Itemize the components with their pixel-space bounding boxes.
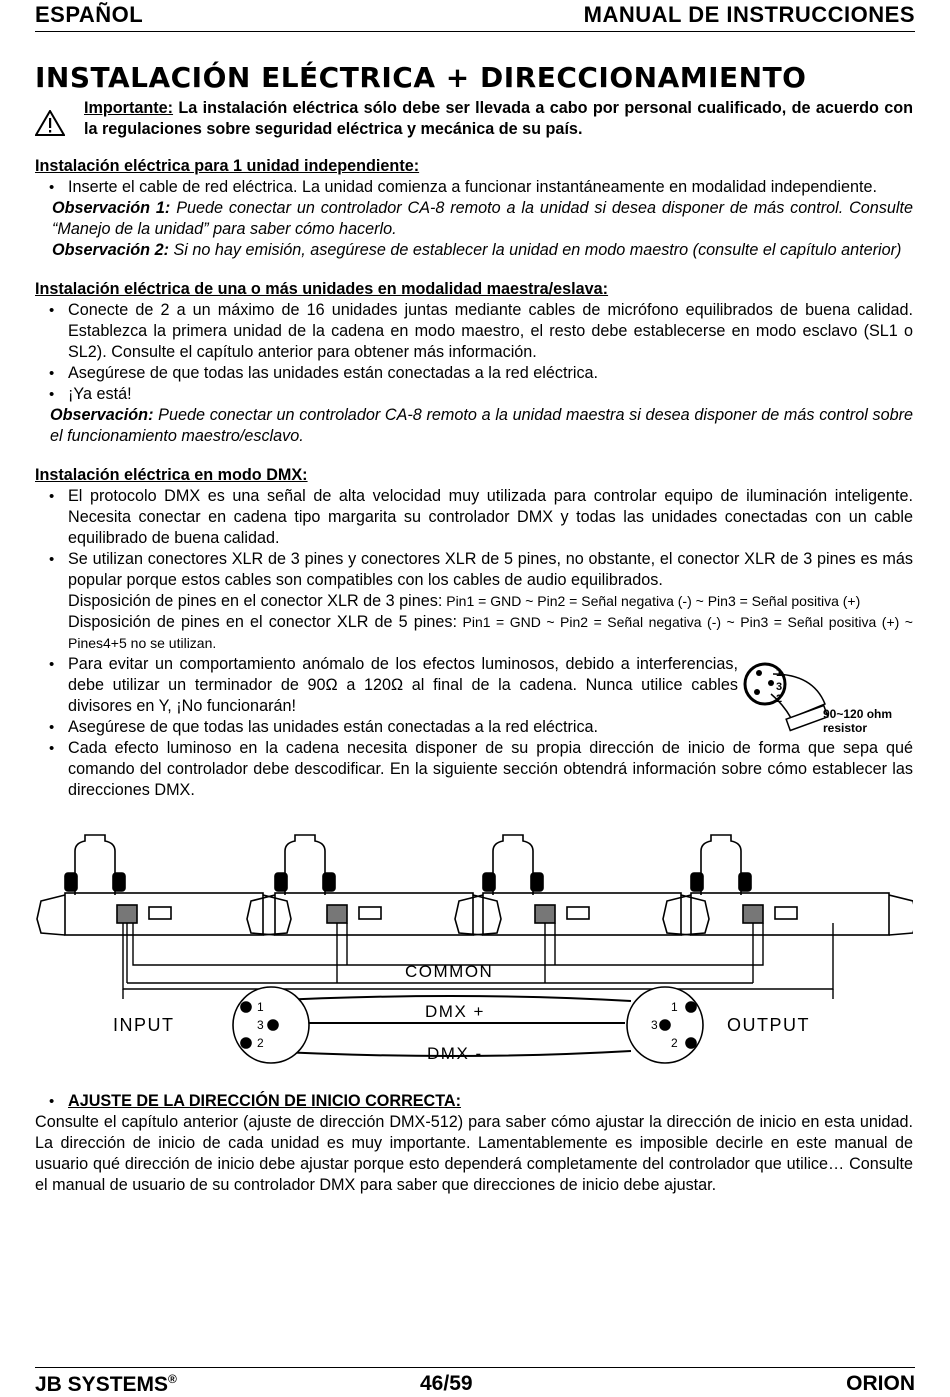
diagram-input-label: INPUT xyxy=(113,1015,175,1035)
observation-2 xyxy=(35,240,913,261)
wires xyxy=(123,923,833,1056)
section-standalone-list xyxy=(35,177,913,198)
list-item: • Asegúrese de que todas las unidades están conectadas a la red eléctrica. xyxy=(35,717,913,738)
resistor-pin-1: 1 xyxy=(776,667,783,679)
page-content xyxy=(35,60,913,1196)
list-item: • Inserte el cable de red eléctrica. La unidad comienza a funcionar instantáneamente en modalidad independiente. xyxy=(35,177,913,198)
page-number: 46/59 xyxy=(420,1372,473,1395)
observation-label: Observación: xyxy=(50,406,154,424)
input-pin-1: 1 xyxy=(257,1000,264,1014)
fixture-unit xyxy=(37,835,291,935)
list-item: • El protocolo DMX es una señal de alta velocidad muy utilizada para controlar equipo de iluminación inteligente. Necesita conectar en cadena tipo margarita su controlador DMX y todas las unidades conectadas con un cable equilibrado de buena calidad. xyxy=(35,486,913,549)
resistor-value-label: 90~120 ohm xyxy=(823,707,893,721)
list-item-text: • Se utilizan conectores XLR de 3 pines y conectores XLR de 5 pines, no obstante, el conector XLR de 3 pines es más popular porque estos cables son compatibles con los cables de audio equilibrados. xyxy=(68,550,913,589)
observation-master-slave xyxy=(35,405,913,447)
important-note xyxy=(35,98,913,140)
list-item: • Cada efecto luminoso en la cadena necesita disponer de su propia dirección de inicio de forma que sepa qué comando del controlador debe descodificar. En la siguiente sección obtendrá información sobre cómo establecer las direcciones DMX. xyxy=(35,738,913,801)
adjust-heading-item xyxy=(35,1091,913,1112)
footer-rule xyxy=(35,1367,915,1368)
input-pin-3: 3 xyxy=(257,1018,264,1032)
list-item: • Asegúrese de que todas las unidades están conectadas a la red eléctrica. xyxy=(35,363,913,384)
diagram-dmx-plus-label: DMX + xyxy=(425,1002,485,1021)
fixture-unit xyxy=(663,835,913,935)
xlr-output-connector xyxy=(627,987,703,1063)
resistor-pin-3: 3 xyxy=(776,681,783,693)
resistor-pin-2: 2 xyxy=(776,693,783,705)
output-pin-1: 1 xyxy=(671,1000,678,1014)
section-master-slave-heading: Instalación eléctrica de una o más unidades en modalidad maestra/eslava: xyxy=(35,280,609,298)
fixture-units xyxy=(37,835,913,935)
input-pin-2: 2 xyxy=(257,1036,264,1050)
output-pin-3: 3 xyxy=(651,1018,658,1032)
diagram-common-label: COMMON xyxy=(405,962,494,981)
list-item: • Conecte de 2 a un máximo de 16 unidades juntas mediante cables de micrófono equilibrados de buena calidad. Establezca la primera unidad de la cadena en modo maestro, el resto debe establecerse en modo esclavo (SL1 o SL2). Consulte el capítulo anterior para obtener más información. xyxy=(35,300,913,363)
pinout-5pin xyxy=(68,612,913,654)
fixture-unit xyxy=(247,835,501,935)
list-item: • ¡Ya está! xyxy=(35,384,913,405)
footer-product: ORION xyxy=(846,1372,915,1395)
registered-mark: ® xyxy=(168,1372,177,1386)
xlr-input-connector xyxy=(233,987,309,1063)
resistor-word-label: resistor xyxy=(823,721,868,735)
observation-text: Puede conectar un controlador CA-8 remoto a la unidad si desea disponer de más control. Consulte “Manejo de la unidad” para saber cómo hacerlo. xyxy=(52,199,913,238)
observation-text: Puede conectar un controlador CA-8 remoto a la unidad maestra si desea disponer de más control sobre el funcionamiento maestro/esclavo. xyxy=(50,406,913,445)
list-item: • Para evitar un comportamiento anómalo de los efectos luminosos, debido a interferencias, debe utilizar un terminador de 90Ω a 120Ω al final de la cadena. Nunca utilice cables divisores en Y, ¡No funcionarán! xyxy=(35,654,913,717)
observation-text: Si no hay emisión, asegúrese de establecer la unidad en modo maestro (consulte el capítulo anterior) xyxy=(168,241,902,259)
terminator-block xyxy=(35,654,913,801)
header-rule xyxy=(35,31,915,32)
diagram-output-label: OUTPUT xyxy=(727,1015,810,1035)
adjust-heading: AJUSTE DE LA DIRECCIÓN DE INICIO CORRECTA: xyxy=(68,1092,462,1110)
list-item xyxy=(35,549,913,654)
section-dmx-heading: Instalación eléctrica en modo DMX: xyxy=(35,466,308,484)
page-title: INSTALACIÓN ELÉCTRICA + DIRECCIONAMIENTO xyxy=(35,61,807,94)
page-footer xyxy=(35,1369,915,1397)
section-master-slave-list xyxy=(35,300,913,405)
pinout-3pin-text: Pin1 = GND ~ Pin2 = Señal negativa (-) ~ Pin3 = Señal positiva (+) xyxy=(442,593,861,609)
section-dmx-list-continued xyxy=(35,654,913,801)
footer-brand xyxy=(35,1372,177,1397)
observation-label: Observación 1: xyxy=(52,199,171,217)
dmx-wiring-diagram xyxy=(35,815,913,1077)
pinout-3pin-label: Disposición de pines en el conector XLR de 3 pines: xyxy=(68,592,443,610)
important-label: Importante: xyxy=(84,99,174,117)
output-pin-2: 2 xyxy=(671,1036,678,1050)
diagram-dmx-minus-label: DMX - xyxy=(427,1044,483,1063)
warning-icon xyxy=(35,110,65,136)
adjust-section xyxy=(35,1091,913,1112)
header-manual-title: MANUAL DE INSTRUCCIONES xyxy=(583,2,915,27)
observation-label: Observación 2: xyxy=(52,241,169,259)
pinout-3pin xyxy=(68,591,913,612)
section-dmx-list xyxy=(35,486,913,654)
observation-1 xyxy=(35,198,913,240)
pinout-5pin-label: Disposición de pines en el conector XLR de 5 pines: xyxy=(68,613,457,631)
section-standalone-heading: Instalación eléctrica para 1 unidad independiente: xyxy=(35,157,420,175)
page-header xyxy=(35,2,915,30)
adjust-paragraph: Consulte el capítulo anterior (ajuste de dirección DMX-512) para saber cómo ajustar la dirección de inicio en esta unidad. La dirección de inicio de cada unidad es muy importante. Lamentablemente es imposible decirle en este manual de usuario qué dirección de inicio debe ajustar porque esto dependerá completamente del controlador que utilice… Consulte el manual de usuario de su controlador DMX para saber que direcciones de inicio debe ajustar. xyxy=(35,1113,913,1194)
header-language: ESPAÑOL xyxy=(35,2,144,27)
pinout-5pin-text: Pin1 = GND ~ Pin2 = Señal negativa (-) ~ Pin3 = Señal positiva (+) ~ Pines4+5 no se utilizan. xyxy=(68,614,913,651)
footer-brand-name: JB SYSTEMS xyxy=(35,1373,169,1396)
important-text: La instalación eléctrica sólo debe ser llevada a cabo por personal cualificado, de acuerdo con la regulaciones sobre seguridad eléctrica y mecánica de su país. xyxy=(84,99,913,138)
fixture-unit xyxy=(455,835,709,935)
